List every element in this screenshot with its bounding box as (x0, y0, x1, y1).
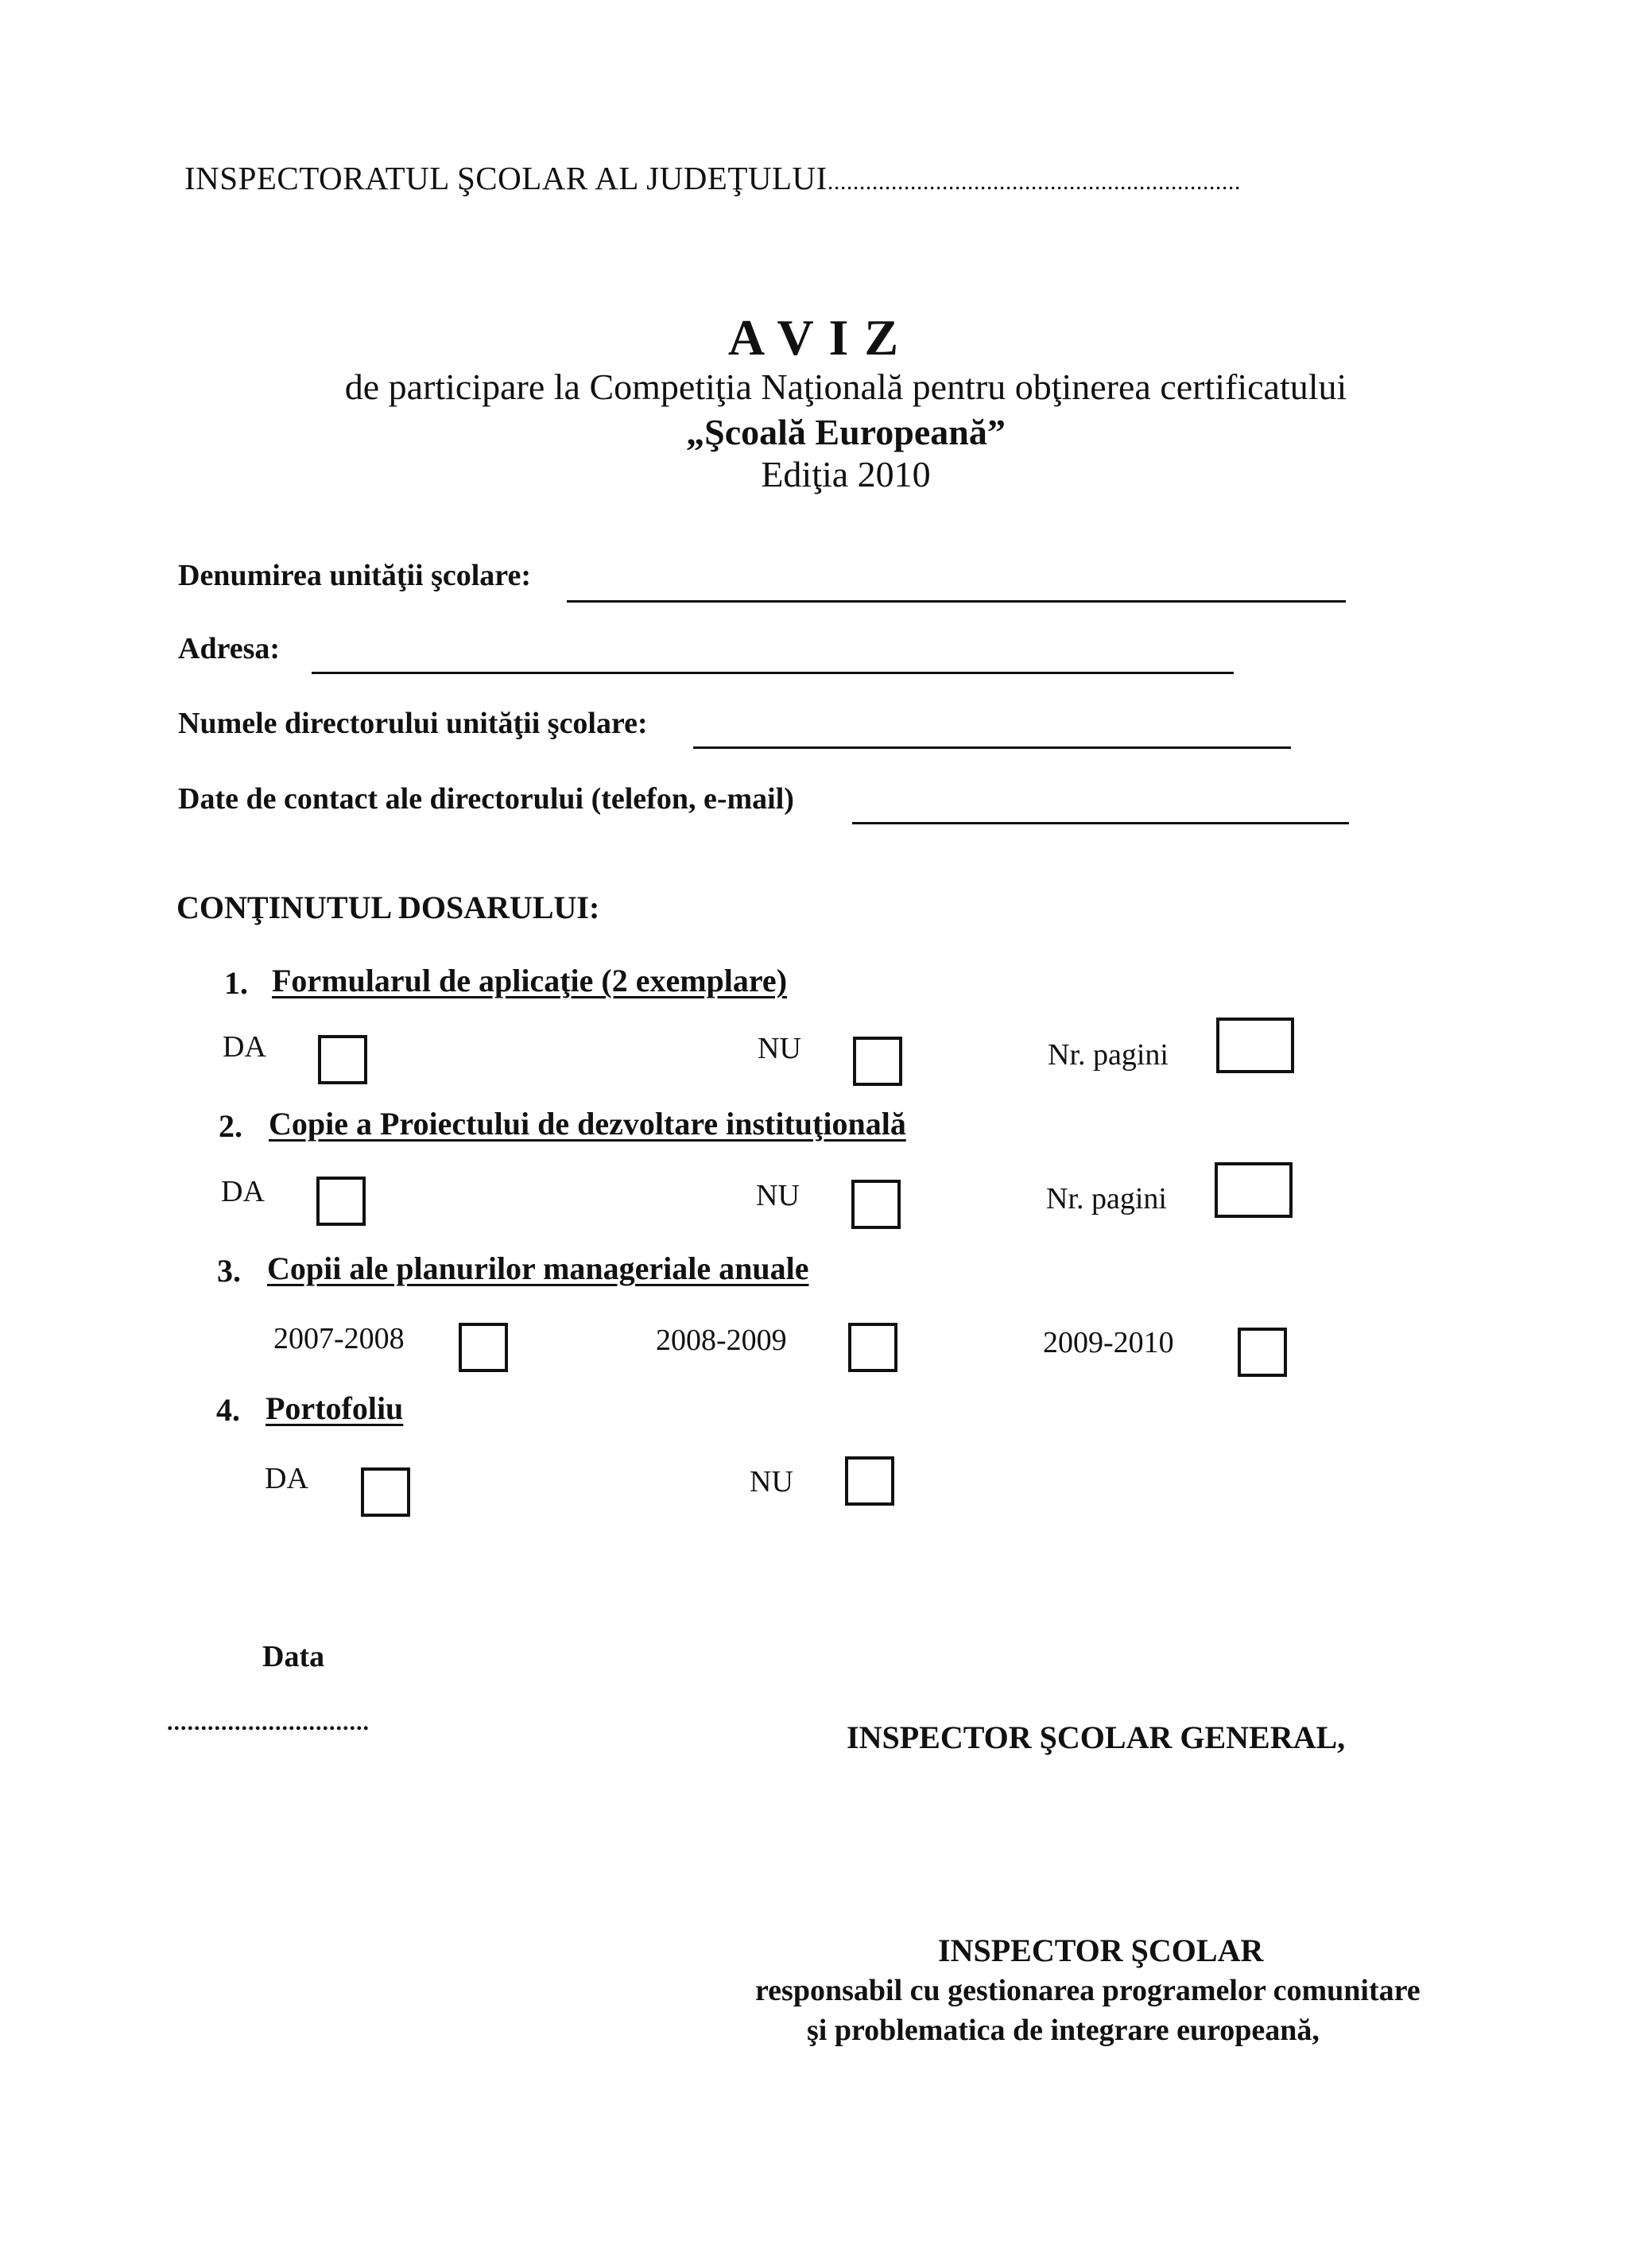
school-inspector-role-line-2: şi problematica de integrare europeană, (807, 2014, 1320, 2047)
item-1-da-label: DA (223, 1030, 266, 1064)
document-title: A V I Z (727, 309, 901, 366)
item-2-nu-checkbox[interactable] (851, 1180, 901, 1229)
item-2-pages-label: Nr. pagini (1046, 1182, 1167, 1215)
item-2-title: Copie a Proiectului de dezvoltare instituţională (269, 1106, 906, 1142)
county-blank-dots: ................................................................. (827, 169, 1241, 195)
general-inspector-signature-label: INSPECTOR ŞCOLAR GENERAL, (847, 1719, 1346, 1755)
field-director-name-label: Numele directorului unităţii şcolare: (178, 707, 648, 740)
inspectorate-header (184, 159, 1241, 197)
field-director-contact-label: Date de contact ale directorului (telefon, e-mail) (178, 782, 794, 816)
item-3-title: Copii ale planurilor manageriale anuale (267, 1250, 809, 1286)
item-2-pages-box[interactable] (1215, 1162, 1293, 1218)
item-2-nu-label: NU (756, 1179, 800, 1212)
item-1-nu-checkbox[interactable] (853, 1037, 902, 1086)
item-3-year-2009-checkbox[interactable] (1238, 1328, 1287, 1377)
item-1-pages-label: Nr. pagini (1048, 1038, 1169, 1072)
field-director-name-input-line[interactable] (693, 746, 1291, 749)
contents-heading: CONŢINUTUL DOSARULUI: (176, 890, 600, 925)
item-2-da-label: DA (221, 1175, 265, 1208)
item-4-da-checkbox[interactable] (361, 1467, 410, 1517)
item-1-da-checkbox[interactable] (318, 1035, 367, 1084)
field-school-name-input-line[interactable] (567, 600, 1346, 603)
item-4-nu-checkbox[interactable] (845, 1456, 894, 1506)
date-blank-dots: .............................. (167, 1709, 370, 1735)
item-1-title: Formularul de aplicaţie (2 exemplare) (272, 963, 788, 998)
item-3-year-2009-label: 2009-2010 (1043, 1326, 1174, 1359)
item-4-title: Portofoliu (266, 1390, 404, 1426)
item-1-nu-label: NU (758, 1032, 801, 1065)
edition-label: Ediţia 2010 (761, 454, 931, 494)
item-3-year-2008-checkbox[interactable] (848, 1323, 897, 1372)
item-4-number: 4. (216, 1392, 240, 1428)
document-subtitle: de participare la Competiţia Naţională pentru obţinerea certificatului (344, 366, 1347, 407)
item-4-da-label: DA (265, 1462, 308, 1495)
item-2-da-checkbox[interactable] (316, 1177, 366, 1226)
item-2-number: 2. (219, 1108, 242, 1144)
item-3-year-2007-checkbox[interactable] (459, 1323, 508, 1372)
date-label: Data (262, 1640, 325, 1673)
school-inspector-title: INSPECTOR ŞCOLAR (938, 1933, 1264, 1968)
field-address-label: Adresa: (178, 632, 281, 665)
item-1-number: 1. (224, 965, 248, 1001)
item-4-nu-label: NU (750, 1465, 793, 1498)
item-3-number: 3. (217, 1253, 241, 1289)
certificate-name: „Şcoală Europeană” (686, 412, 1006, 452)
field-address-input-line[interactable] (312, 672, 1234, 674)
field-director-contact-input-line[interactable] (852, 822, 1349, 824)
item-1-pages-box[interactable] (1216, 1018, 1294, 1073)
school-inspector-role-line-1: responsabil cu gestionarea programelor comunitare (755, 1974, 1421, 2007)
item-3-year-2008-label: 2008-2009 (656, 1324, 787, 1357)
item-3-year-2007-label: 2007-2008 (273, 1322, 405, 1355)
inspectorate-header-text: INSPECTORATUL ŞCOLAR AL JUDEŢULUI (184, 160, 828, 196)
field-school-name-label: Denumirea unităţii şcolare: (178, 559, 531, 592)
